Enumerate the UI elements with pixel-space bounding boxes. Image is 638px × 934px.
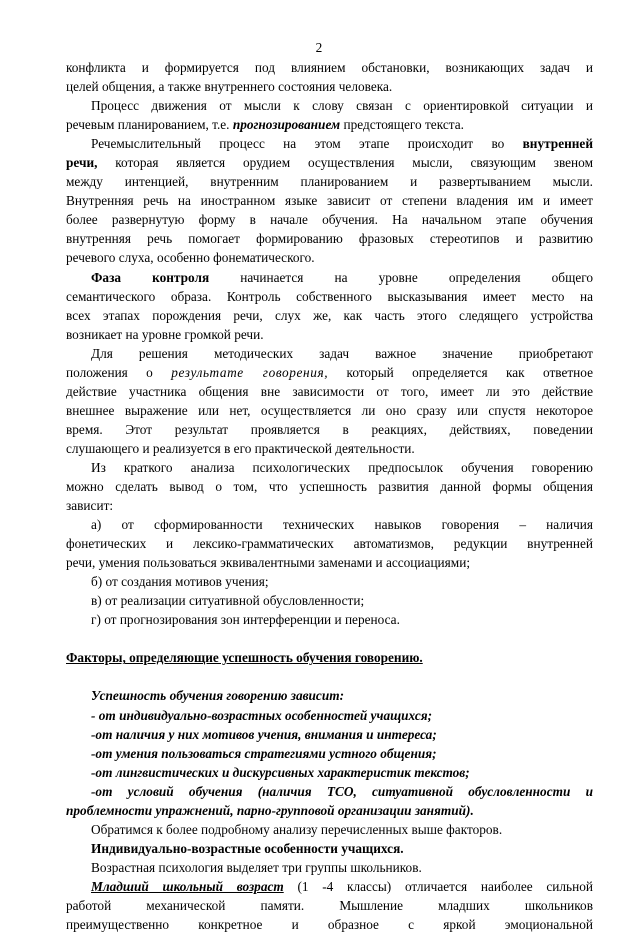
text-line <box>66 115 593 134</box>
factor-item: - от индивидуально-возрастных особенностей учащихся; <box>91 707 433 723</box>
text-line: можно сделать вывод о том, что успешность развития данной формы общения <box>66 479 593 495</box>
term-inner-speech: внутренней <box>522 136 593 152</box>
text-line: речи, умения пользоваться эквивалентными заменами и ассоциациями; <box>66 555 471 571</box>
list-item-a: а) от сформированности технических навыков говорения – наличия <box>91 517 593 533</box>
emphasis-prognozirovanie: прогнозированием <box>232 117 341 133</box>
text-line: целей общения, а также внутреннего состояния человека. <box>66 79 393 95</box>
text-run: положения о <box>66 364 172 380</box>
text-line: конфликта и формируется под влиянием обстановки, возникающих задач и <box>66 60 593 75</box>
text-run: (1 -4 классы) отличается наиболее сильной <box>283 878 593 894</box>
list-item-g: г) от прогнозирования зон интерференции и переноса. <box>91 612 400 628</box>
term-control-phase: Фаза контроля <box>91 269 210 285</box>
subheading: Индивидуально-возрастные особенности учащихся. <box>91 840 404 856</box>
text-run: начинается на уровне определения общего <box>209 269 593 285</box>
text-line: Возрастная психология выделяет три группы школьников. <box>91 859 422 875</box>
text-line <box>66 877 593 896</box>
text-run: которая является орудием осуществления мысли, связующим звеном <box>97 155 593 171</box>
factor-item: -от наличия у них мотивов учения, внимания и интереса; <box>91 726 437 742</box>
text-line: возникает на уровне громкой речи. <box>66 326 264 342</box>
text-run: Речемыслительный процесс на этом этапе происходит во <box>91 136 523 152</box>
text-line <box>66 268 593 287</box>
text-line: действие участника общения вне зависимости от того, имеет ли это действие <box>66 383 593 399</box>
text-line <box>66 363 593 382</box>
text-line: время. Этот результат проявляется в реакциях, действиях, поведении <box>66 421 593 437</box>
text-line: Для решения методических задач важное значение приобретают <box>91 345 593 361</box>
spacer <box>66 667 593 686</box>
document-body <box>66 58 593 934</box>
text-line: более развернутую форму в начале обучения. На начальном этапе обучения <box>66 212 593 228</box>
text-line: Процесс движения от мысли к слову связан с ориентировкой ситуации и <box>91 98 593 114</box>
text-line: фонетических и лексико-грамматических автоматизмов, редукции внутренней <box>66 536 593 552</box>
text-line: работой механической памяти. Мышление младших школьников <box>66 897 593 913</box>
text-line <box>66 153 593 172</box>
text-run: речевым планированием, т.е. <box>66 117 233 133</box>
page-number: 2 <box>315 40 323 55</box>
factor-item-cont: проблемности упражнений, парно-групповой организации занятий). <box>66 802 474 818</box>
text-line: всех этапах порождения речи, слух же, как часть этого следящего устройства <box>66 307 593 323</box>
text-line: зависит: <box>66 498 114 514</box>
text-run: предстоящего текста. <box>340 117 464 133</box>
text-line: преимущественно конкретное и образное с яркой эмоциональной <box>66 917 593 933</box>
list-item-v: в) от реализации ситуативной обусловленности; <box>91 593 365 609</box>
text-line: внешнее выражение или нет, осуществляется ли оно сразу или спустя некоторое <box>66 402 593 418</box>
text-line: семантического образа. Контроль собственного высказывания имеет место на <box>66 288 593 304</box>
spacer <box>66 629 593 648</box>
factor-item: -от условий обучения (наличия ТСО, ситуативной обусловленности и <box>91 783 593 799</box>
text-line: между интенцией, внутренним планированием и развертыванием мысли. <box>66 174 593 190</box>
text-line: Внутренняя речь на иностранном языке зависит от степени владения им и имеет <box>66 193 593 209</box>
list-item-b: б) от создания мотивов учения; <box>91 574 269 590</box>
text-line: речевого слуха, особенно фонематического. <box>66 250 315 266</box>
factor-item: -от лингвистических и дискурсивных характеристик текстов; <box>91 764 470 780</box>
factors-intro: Успешность обучения говорению зависит: <box>91 688 344 704</box>
section-heading: Факторы, определяющие успешность обучения говорению. <box>66 650 423 666</box>
text-line: Из краткого анализа психологических предпосылок обучения говорению <box>91 459 593 475</box>
text-run: который определяется как ответное <box>328 364 593 380</box>
text-line: внутренняя речь помогает формированию фразовых стереотипов и развитию <box>66 231 593 247</box>
term-inner-speech-cont: речи, <box>66 155 98 171</box>
factor-item: -от умения пользоваться стратегиями устного общения; <box>91 745 437 761</box>
term-junior-school-age: Младший школьный возраст <box>91 878 284 894</box>
text-line: Обратимся к более подробному анализу перечисленных выше факторов. <box>91 821 503 837</box>
text-line <box>66 134 593 153</box>
emphasis-speech-result: результате говорения, <box>171 364 329 380</box>
text-line: слушающего и реализуется в его практической деятельности. <box>66 440 415 456</box>
